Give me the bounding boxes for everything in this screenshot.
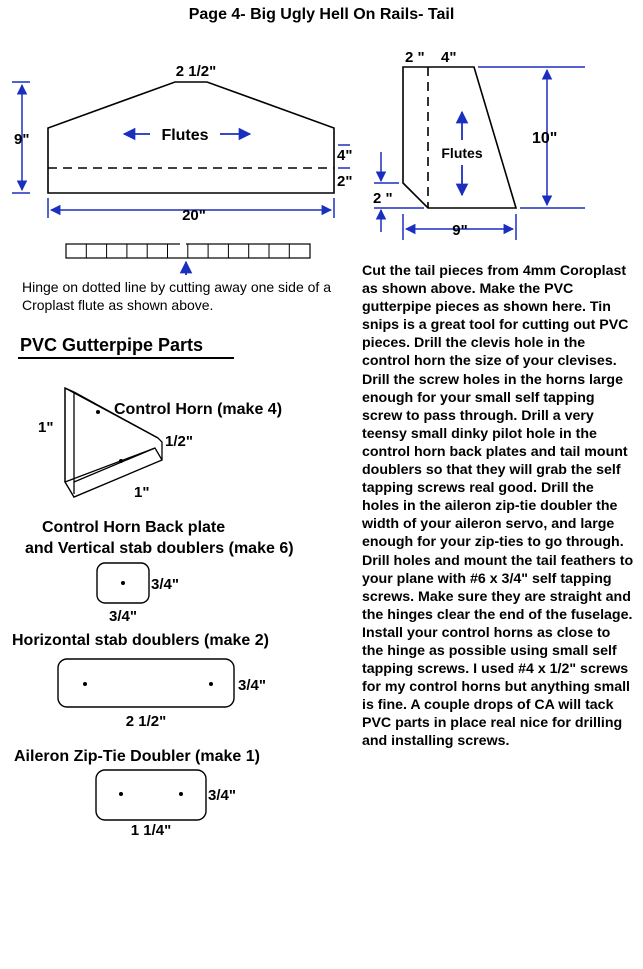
control-horn-label: Control Horn (make 4): [114, 401, 283, 418]
h-stab-doubler-label: Horizontal stab doublers (make 2): [12, 632, 269, 649]
aileron-doubler-bottom-label: 1 1/4": [130, 822, 172, 839]
horizontal-stab-diagram: [12, 63, 352, 224]
control-horn-edge-label: 1/2": [165, 433, 193, 450]
hinge-note: Hinge on dotted line by cutting away one side of a Croplast flute as shown above.: [22, 279, 331, 313]
top-width-label: 2 1/2": [175, 63, 217, 80]
back-plate-diagram: [25, 519, 294, 625]
width-label: 20": [182, 207, 206, 224]
page-title: Page 4- Big Ugly Hell On Rails- Tail: [188, 6, 455, 23]
control-horn-diagram: [38, 388, 282, 501]
pvc-title-underline: [18, 357, 234, 359]
back-plate-label-2: and Vertical stab doublers (make 6): [25, 540, 294, 557]
control-horn-base-label: 1": [134, 484, 150, 501]
v-width-label: 9": [452, 222, 468, 239]
back-plate-side-label: 3/4": [151, 576, 179, 593]
h-stab-doubler-side-label: 3/4": [238, 677, 266, 694]
h-stab-doubler-bottom-label: 2 1/2": [125, 713, 167, 730]
back-plate-label-1: Control Horn Back plate: [42, 519, 226, 536]
instructions-text: Cut the tail pieces from 4mm Coroplast as shown above. Make the PVC gutterpipe pieces as shown here. Tin snips is a great tool for cutting out PVC pieces. Drill the clevis hole in the control horn the size of your clevises. Drill the screw holes in the horns large enough for your small self tapping screw to pass through. Drill a very teensy small dinky pilot hole in the control horn back plates and tail mount doublers so that they will grab the self tapping screws real good. Drill the holes in the aileron zip-tie doubler the width of your aileron servo, and large enough for your zip-ties to go through. Drill holes and mount the tail feathers to your plane with #6 x 3/4" self tapping screws. Make sure they are straight and the hinges clear the end of the fuselage. Install your control horns as close to the hinge as possible using small self tapping screws. I used #4 x 1/2" screws for my control horns but anything small is fine. A couple drops of CA will tack PVC parts in place real nice for drilling and installing screws.: [362, 263, 634, 750]
v-top-left-label: 2 ": [405, 49, 425, 66]
vertical-stab-outline: [403, 67, 516, 208]
v-flutes-label: Flutes: [441, 145, 483, 161]
control-horn-side-label: 1": [38, 419, 54, 436]
h-stab-doubler-diagram: [12, 632, 269, 730]
aileron-doubler-side-label: 3/4": [208, 787, 236, 804]
back-plate-bottom-label: 3/4": [109, 608, 137, 625]
section-lower-label: 2": [337, 173, 353, 190]
aileron-doubler-diagram: [14, 748, 260, 839]
flutes-label: Flutes: [161, 127, 209, 144]
v-top-right-label: 4": [441, 49, 457, 66]
flute-cross-section: [66, 243, 310, 275]
aileron-doubler-label: Aileron Zip-Tie Doubler (make 1): [14, 748, 260, 765]
v-bottom-corner-label: 2 ": [373, 190, 393, 207]
vertical-stab-diagram: [373, 49, 585, 240]
v-height-label: 10": [532, 130, 558, 147]
height-label: 9": [14, 131, 30, 148]
section-upper-label: 4": [337, 147, 353, 164]
pvc-section-title: PVC Gutterpipe Parts: [20, 335, 204, 355]
